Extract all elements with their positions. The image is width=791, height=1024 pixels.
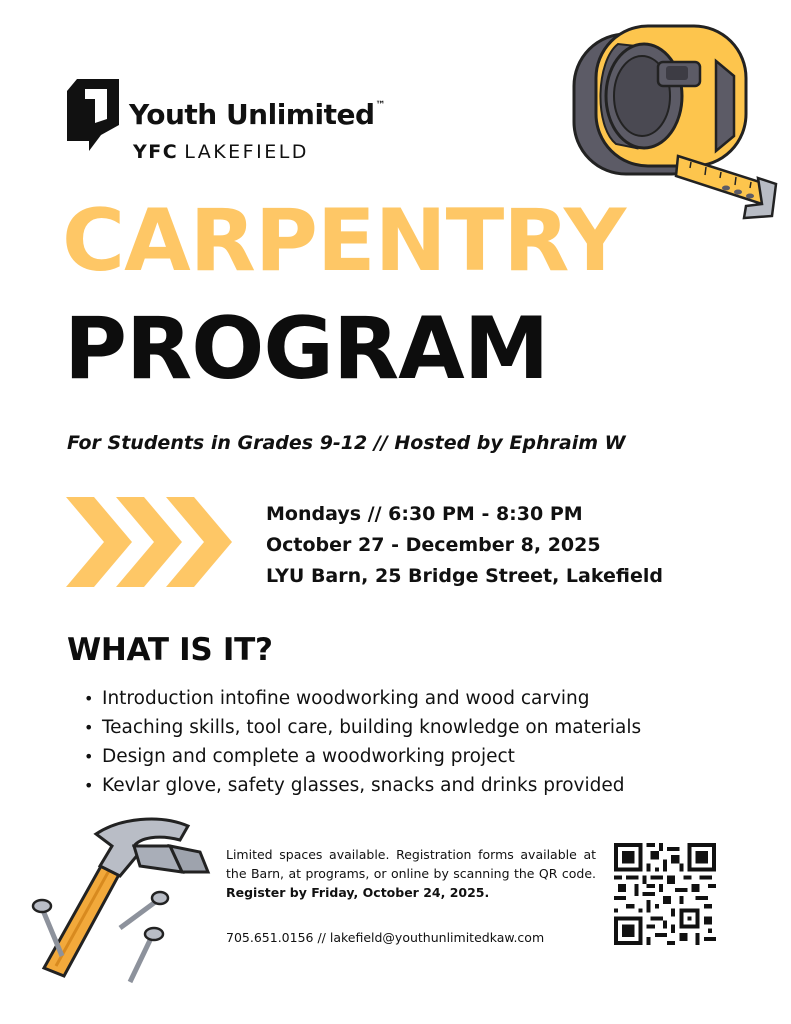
- youth-unlimited-logo-icon: [67, 79, 119, 151]
- register-deadline: Register by Friday, October 24, 2025.: [226, 885, 490, 900]
- hammer-icon: [30, 816, 220, 986]
- title-carpentry: CARPENTRY: [62, 191, 626, 291]
- program-details: [266, 499, 663, 592]
- feature-list: [84, 684, 641, 800]
- list-item: • Design and complete a woodworking project: [84, 742, 641, 771]
- subtitle: For Students in Grades 9-12 // Hosted by Ephraim W: [67, 432, 626, 454]
- qr-code-icon[interactable]: [614, 843, 716, 945]
- brand-name: Youth Unlimited™: [129, 98, 385, 131]
- list-item: • Introduction intofine woodworking and wood carving: [84, 684, 641, 713]
- list-item: • Teaching skills, tool care, building knowledge on materials: [84, 713, 641, 742]
- contact-info: 705.651.0156 // lakefield@youthunlimitedkaw.com: [226, 930, 545, 945]
- chevrons-icon: [66, 497, 236, 587]
- section-title: WHAT IS IT?: [67, 632, 273, 668]
- brand-subtitle: YFC LAKEFIELD: [133, 141, 309, 163]
- detail-dates: October 27 - December 8, 2025: [266, 534, 601, 556]
- list-item: • Kevlar glove, safety glasses, snacks and drinks provided: [84, 771, 641, 800]
- title-program: PROGRAM: [64, 299, 549, 399]
- detail-schedule: Mondays // 6:30 PM - 8:30 PM: [266, 503, 583, 525]
- detail-location: LYU Barn, 25 Bridge Street, Lakefield: [266, 565, 663, 587]
- registration-info: Limited spaces available. Registration forms available at the Barn, at programs, or online by scanning the QR code. Register by Friday, October 24, 2025.: [226, 847, 596, 900]
